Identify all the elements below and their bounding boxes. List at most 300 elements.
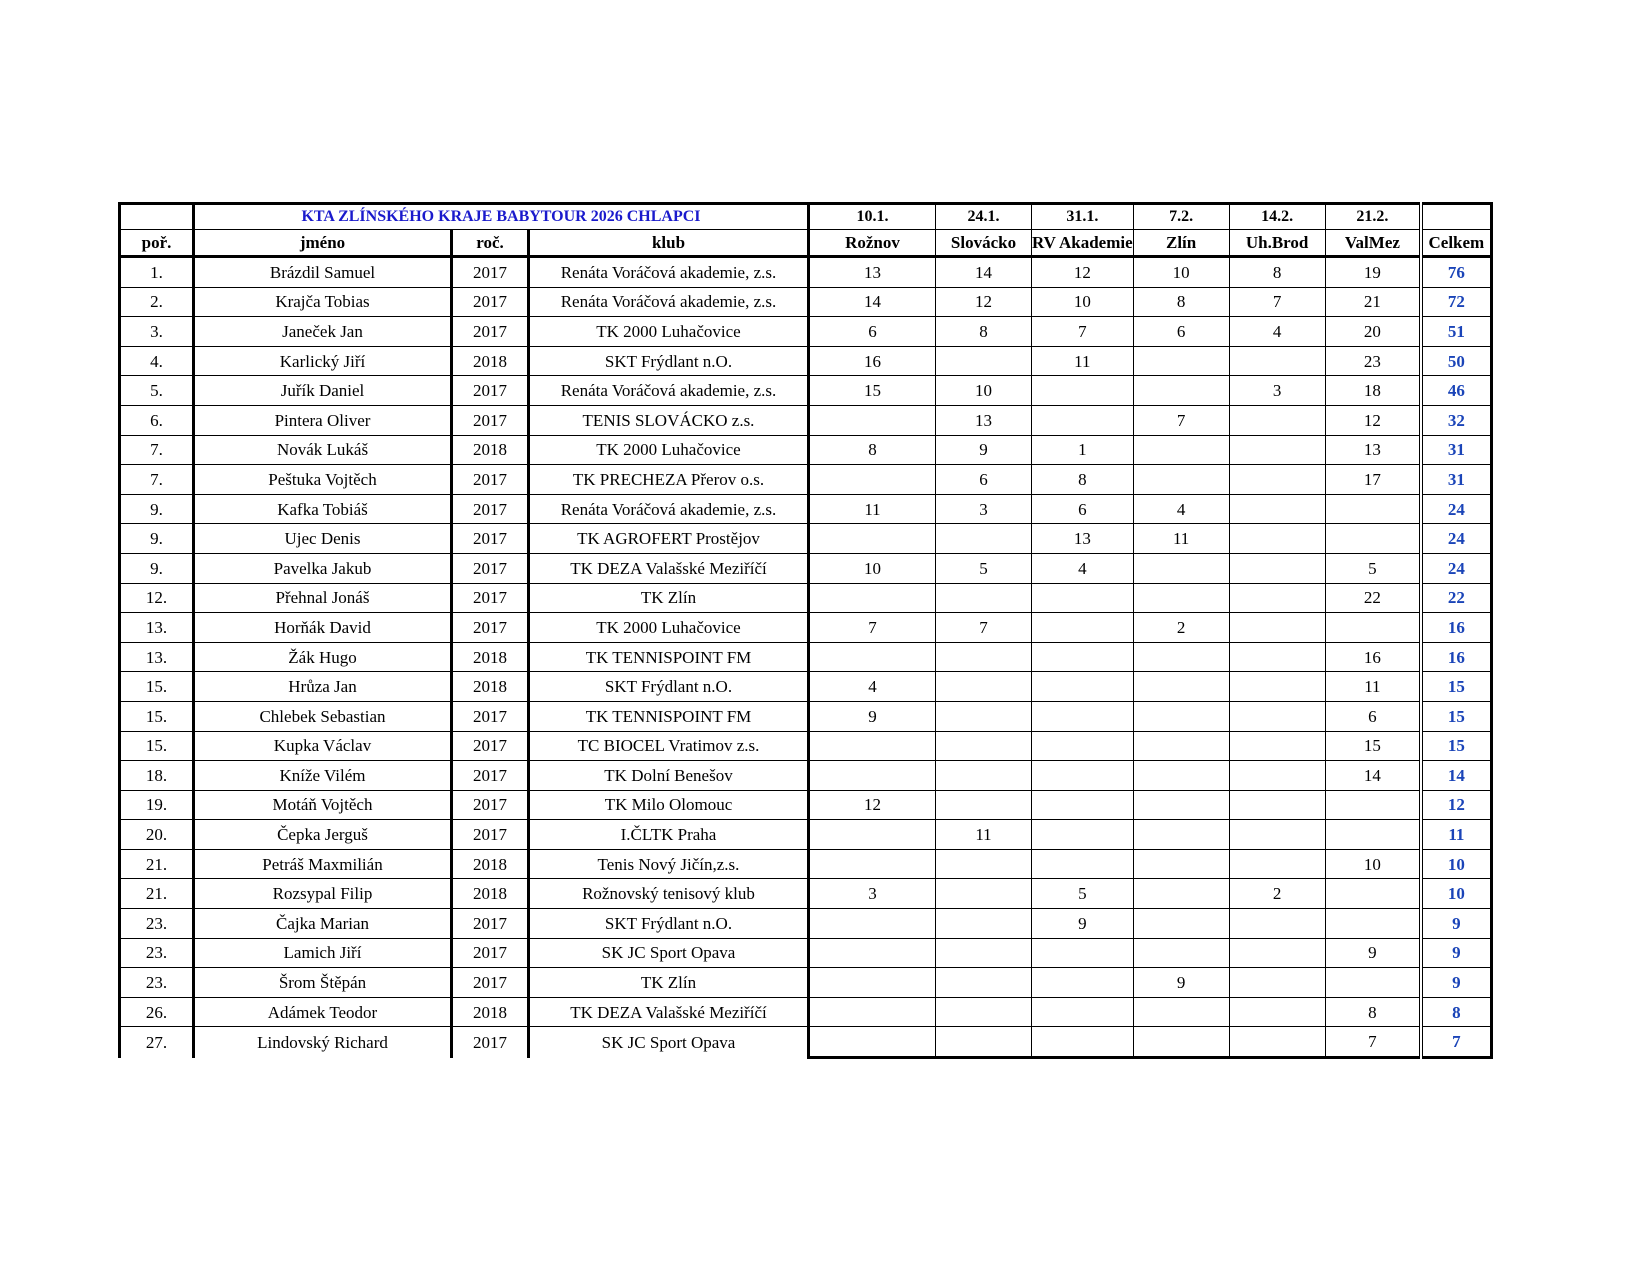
year-cell: 2017 [452,257,529,288]
year-cell: 2017 [452,494,529,524]
score-cell: 5 [936,553,1032,583]
club-cell: TK 2000 Luhačovice [529,613,809,643]
corner-cell [120,204,194,230]
rank-cell: 1. [120,257,194,288]
score-cell [1133,820,1229,850]
score-cell: 4 [1229,317,1325,347]
total-cell: 32 [1421,405,1491,435]
table-row [120,257,1492,288]
score-cell [1133,553,1229,583]
score-cell: 2 [1133,613,1229,643]
name-cell: Peštuka Vojtěch [194,465,452,495]
score-cell: 8 [1133,287,1229,317]
club-cell: TC BIOCEL Vratimov z.s. [529,731,809,761]
score-cell: 6 [1032,494,1134,524]
score-cell [936,790,1032,820]
table-row [120,465,1492,495]
table-row [120,849,1492,879]
name-cell: Kafka Tobiáš [194,494,452,524]
score-cell [809,968,936,998]
score-cell: 6 [809,317,936,347]
score-cell [1032,613,1134,643]
score-cell [936,761,1032,791]
score-cell: 9 [1133,968,1229,998]
score-cell: 7 [1229,287,1325,317]
club-cell: Tenis Nový Jičín,z.s. [529,849,809,879]
total-cell: 50 [1421,346,1491,376]
score-cell: 11 [809,494,936,524]
rank-cell: 19. [120,790,194,820]
score-cell [809,465,936,495]
year-cell: 2017 [452,524,529,554]
score-cell: 18 [1325,376,1421,406]
club-cell: I.ČLTK Praha [529,820,809,850]
col-header-name: jméno [194,230,452,257]
table-row [120,317,1492,347]
name-cell: Čepka Jerguš [194,820,452,850]
club-cell: TK Zlín [529,968,809,998]
score-cell [936,701,1032,731]
score-cell: 9 [1032,909,1134,939]
total-cell: 16 [1421,613,1491,643]
rank-cell: 26. [120,997,194,1027]
name-cell: Pintera Oliver [194,405,452,435]
year-cell: 2017 [452,790,529,820]
col-header-rank: poř. [120,230,194,257]
score-cell [1032,731,1134,761]
score-cell: 11 [936,820,1032,850]
club-cell: TK TENNISPOINT FM [529,642,809,672]
score-cell [936,1027,1032,1058]
score-cell [1229,672,1325,702]
name-cell: Chlebek Sebastian [194,701,452,731]
rank-cell: 20. [120,820,194,850]
score-cell: 10 [936,376,1032,406]
score-cell [1133,465,1229,495]
col-header-club: klub [529,230,809,257]
club-cell: SKT Frýdlant n.O. [529,346,809,376]
score-cell [1325,909,1421,939]
results-table [118,202,1493,1059]
score-cell [1032,583,1134,613]
score-cell [809,938,936,968]
table-title: KTA ZLÍNSKÉHO KRAJE BABYTOUR 2026 CHLAPCI [194,204,809,230]
score-cell [936,938,1032,968]
score-cell [809,820,936,850]
score-cell [1229,790,1325,820]
total-cell: 46 [1421,376,1491,406]
year-cell: 2017 [452,553,529,583]
col-header-year: roč. [452,230,529,257]
score-cell [936,879,1032,909]
year-cell: 2018 [452,346,529,376]
table-row [120,672,1492,702]
score-cell: 12 [809,790,936,820]
score-cell [1229,938,1325,968]
club-cell: TK DEZA Valašské Meziříčí [529,553,809,583]
name-cell: Brázdil Samuel [194,257,452,288]
year-cell: 2017 [452,613,529,643]
score-cell [936,909,1032,939]
rank-cell: 18. [120,761,194,791]
table-row [120,405,1492,435]
title-row [120,204,1492,230]
name-cell: Čajka Marian [194,909,452,939]
name-cell: Petráš Maxmilián [194,849,452,879]
rank-cell: 7. [120,435,194,465]
name-cell: Kupka Václav [194,731,452,761]
rank-cell: 12. [120,583,194,613]
score-cell [1133,849,1229,879]
total-cell: 72 [1421,287,1491,317]
score-cell [1325,790,1421,820]
score-cell: 22 [1325,583,1421,613]
table-row [120,731,1492,761]
name-cell: Horňák David [194,613,452,643]
event-date: 10.1. [809,204,936,230]
score-cell [809,405,936,435]
total-header-blank [1421,204,1491,230]
rank-cell: 21. [120,849,194,879]
year-cell: 2018 [452,879,529,909]
name-cell: Karlický Jiří [194,346,452,376]
score-cell: 7 [1325,1027,1421,1058]
club-cell: TK 2000 Luhačovice [529,435,809,465]
name-cell: Hrůza Jan [194,672,452,702]
table-row [120,494,1492,524]
score-cell: 10 [1325,849,1421,879]
total-cell: 10 [1421,879,1491,909]
score-cell [1032,761,1134,791]
score-cell: 11 [1032,346,1134,376]
year-cell: 2017 [452,376,529,406]
score-cell: 6 [1325,701,1421,731]
score-cell [809,524,936,554]
rank-cell: 15. [120,701,194,731]
score-cell [1229,968,1325,998]
score-cell: 16 [1325,642,1421,672]
score-cell: 21 [1325,287,1421,317]
rank-cell: 13. [120,642,194,672]
score-cell: 15 [1325,731,1421,761]
event-place: Uh.Brod [1229,230,1325,257]
score-cell [1133,938,1229,968]
total-cell: 8 [1421,997,1491,1027]
score-cell [1229,701,1325,731]
score-cell: 8 [1325,997,1421,1027]
name-cell: Lamich Jiří [194,938,452,968]
score-cell: 10 [1133,257,1229,288]
score-cell: 14 [1325,761,1421,791]
year-cell: 2018 [452,672,529,702]
year-cell: 2017 [452,583,529,613]
total-cell: 15 [1421,701,1491,731]
event-place: RV Akademie [1032,230,1134,257]
name-cell: Novák Lukáš [194,435,452,465]
table-row [120,346,1492,376]
total-cell: 31 [1421,465,1491,495]
club-cell: SKT Frýdlant n.O. [529,909,809,939]
club-cell: TK PRECHEZA Přerov o.s. [529,465,809,495]
score-cell: 11 [1133,524,1229,554]
score-cell: 4 [1133,494,1229,524]
score-cell [936,346,1032,376]
rank-cell: 23. [120,968,194,998]
rank-cell: 15. [120,731,194,761]
table-row [120,524,1492,554]
table-row [120,820,1492,850]
score-cell [1325,879,1421,909]
total-cell: 7 [1421,1027,1491,1058]
rank-cell: 9. [120,524,194,554]
score-cell: 23 [1325,346,1421,376]
total-cell: 24 [1421,553,1491,583]
score-cell: 13 [1032,524,1134,554]
score-cell [1032,701,1134,731]
rank-cell: 6. [120,405,194,435]
event-place: ValMez [1325,230,1421,257]
year-cell: 2017 [452,731,529,761]
score-cell: 13 [809,257,936,288]
total-cell: 22 [1421,583,1491,613]
score-cell: 9 [1325,938,1421,968]
score-cell [1032,642,1134,672]
score-cell [1032,938,1134,968]
name-cell: Rozsypal Filip [194,879,452,909]
name-cell: Janeček Jan [194,317,452,347]
event-place: Zlín [1133,230,1229,257]
score-cell: 15 [809,376,936,406]
score-cell [1229,731,1325,761]
score-cell [1133,1027,1229,1058]
score-cell [936,849,1032,879]
score-cell [1133,761,1229,791]
club-cell: SK JC Sport Opava [529,1027,809,1058]
name-cell: Přehnal Jonáš [194,583,452,613]
score-cell [1032,849,1134,879]
year-cell: 2017 [452,317,529,347]
score-cell [809,761,936,791]
score-cell [1133,997,1229,1027]
score-cell [1229,465,1325,495]
year-cell: 2017 [452,1027,529,1058]
score-cell [809,642,936,672]
event-date: 31.1. [1032,204,1134,230]
club-cell: Rožnovský tenisový klub [529,879,809,909]
event-date: 24.1. [936,204,1032,230]
score-cell [1229,553,1325,583]
name-cell: Šrom Štěpán [194,968,452,998]
club-cell: TK Milo Olomouc [529,790,809,820]
table-row [120,287,1492,317]
score-cell [1133,642,1229,672]
score-cell [1032,672,1134,702]
score-cell [936,524,1032,554]
club-cell: SK JC Sport Opava [529,938,809,968]
table-row [120,376,1492,406]
score-cell: 10 [1032,287,1134,317]
score-cell [1032,968,1134,998]
score-cell: 14 [936,257,1032,288]
score-cell: 4 [1032,553,1134,583]
name-cell: Pavelka Jakub [194,553,452,583]
year-cell: 2018 [452,435,529,465]
score-cell [1133,701,1229,731]
table-row [120,997,1492,1027]
score-cell [1229,494,1325,524]
score-cell [936,583,1032,613]
club-cell: TK 2000 Luhačovice [529,317,809,347]
score-cell [1229,613,1325,643]
total-cell: 9 [1421,909,1491,939]
name-cell: Motáň Vojtěch [194,790,452,820]
total-cell: 9 [1421,938,1491,968]
event-place: Slovácko [936,230,1032,257]
score-cell [1229,405,1325,435]
score-cell: 9 [809,701,936,731]
name-cell: Ujec Denis [194,524,452,554]
table-row [120,583,1492,613]
score-cell [1229,909,1325,939]
table-row [120,553,1492,583]
score-cell [936,997,1032,1027]
club-cell: TENIS SLOVÁCKO z.s. [529,405,809,435]
score-cell [1032,376,1134,406]
total-cell: 51 [1421,317,1491,347]
rank-cell: 3. [120,317,194,347]
table-row [120,435,1492,465]
rank-cell: 2. [120,287,194,317]
year-cell: 2017 [452,701,529,731]
year-cell: 2017 [452,761,529,791]
score-cell: 10 [809,553,936,583]
club-cell: Renáta Voráčová akademie, z.s. [529,287,809,317]
score-cell [1032,820,1134,850]
score-cell: 8 [1229,257,1325,288]
rank-cell: 21. [120,879,194,909]
rank-cell: 9. [120,494,194,524]
score-cell [1229,524,1325,554]
event-date: 21.2. [1325,204,1421,230]
score-cell: 7 [809,613,936,643]
score-cell: 20 [1325,317,1421,347]
table-row [120,968,1492,998]
year-cell: 2018 [452,642,529,672]
total-cell: 76 [1421,257,1491,288]
score-cell: 9 [936,435,1032,465]
rank-cell: 7. [120,465,194,495]
score-cell [1133,346,1229,376]
score-cell: 13 [936,405,1032,435]
year-cell: 2017 [452,465,529,495]
club-cell: TK TENNISPOINT FM [529,701,809,731]
score-cell [1133,909,1229,939]
score-cell [1229,820,1325,850]
score-cell: 11 [1325,672,1421,702]
table-row [120,879,1492,909]
score-cell: 8 [1032,465,1134,495]
table-row [120,613,1492,643]
score-cell [1133,731,1229,761]
score-cell [809,909,936,939]
total-cell: 12 [1421,790,1491,820]
score-cell [1032,1027,1134,1058]
rank-cell: 5. [120,376,194,406]
score-cell [1325,494,1421,524]
score-cell: 3 [1229,376,1325,406]
score-cell: 12 [1032,257,1134,288]
total-cell: 15 [1421,672,1491,702]
score-cell: 7 [936,613,1032,643]
club-cell: Renáta Voráčová akademie, z.s. [529,376,809,406]
score-cell [1032,997,1134,1027]
rank-cell: 4. [120,346,194,376]
table-row [120,938,1492,968]
total-cell: 11 [1421,820,1491,850]
name-cell: Krajča Tobias [194,287,452,317]
score-cell [1133,790,1229,820]
club-cell: TK AGROFERT Prostějov [529,524,809,554]
table-row [120,642,1492,672]
total-cell: 14 [1421,761,1491,791]
score-cell: 5 [1325,553,1421,583]
score-cell [1229,997,1325,1027]
club-cell: TK Dolní Benešov [529,761,809,791]
score-cell: 2 [1229,879,1325,909]
score-cell [809,849,936,879]
score-cell [1229,346,1325,376]
score-cell: 7 [1032,317,1134,347]
year-cell: 2017 [452,820,529,850]
score-cell: 19 [1325,257,1421,288]
name-cell: Lindovský Richard [194,1027,452,1058]
rank-cell: 23. [120,909,194,939]
rank-cell: 15. [120,672,194,702]
total-cell: 31 [1421,435,1491,465]
table-row [120,701,1492,731]
total-cell: 24 [1421,494,1491,524]
score-cell [936,731,1032,761]
rank-cell: 23. [120,938,194,968]
score-cell [1229,1027,1325,1058]
rank-cell: 27. [120,1027,194,1058]
event-place: Rožnov [809,230,936,257]
score-cell [1229,642,1325,672]
score-cell: 8 [809,435,936,465]
score-cell [1229,849,1325,879]
score-cell: 4 [809,672,936,702]
score-cell [809,997,936,1027]
total-cell: 24 [1421,524,1491,554]
year-cell: 2017 [452,968,529,998]
score-cell [809,1027,936,1058]
name-cell: Kníže Vilém [194,761,452,791]
score-cell: 1 [1032,435,1134,465]
table-row [120,909,1492,939]
score-cell [1133,435,1229,465]
total-cell: 10 [1421,849,1491,879]
year-cell: 2018 [452,849,529,879]
score-cell: 17 [1325,465,1421,495]
header-row [120,230,1492,257]
score-cell: 12 [936,287,1032,317]
score-cell: 7 [1133,405,1229,435]
score-cell: 12 [1325,405,1421,435]
club-cell: TK Zlín [529,583,809,613]
score-cell [936,968,1032,998]
score-cell [1229,435,1325,465]
score-cell [1133,672,1229,702]
